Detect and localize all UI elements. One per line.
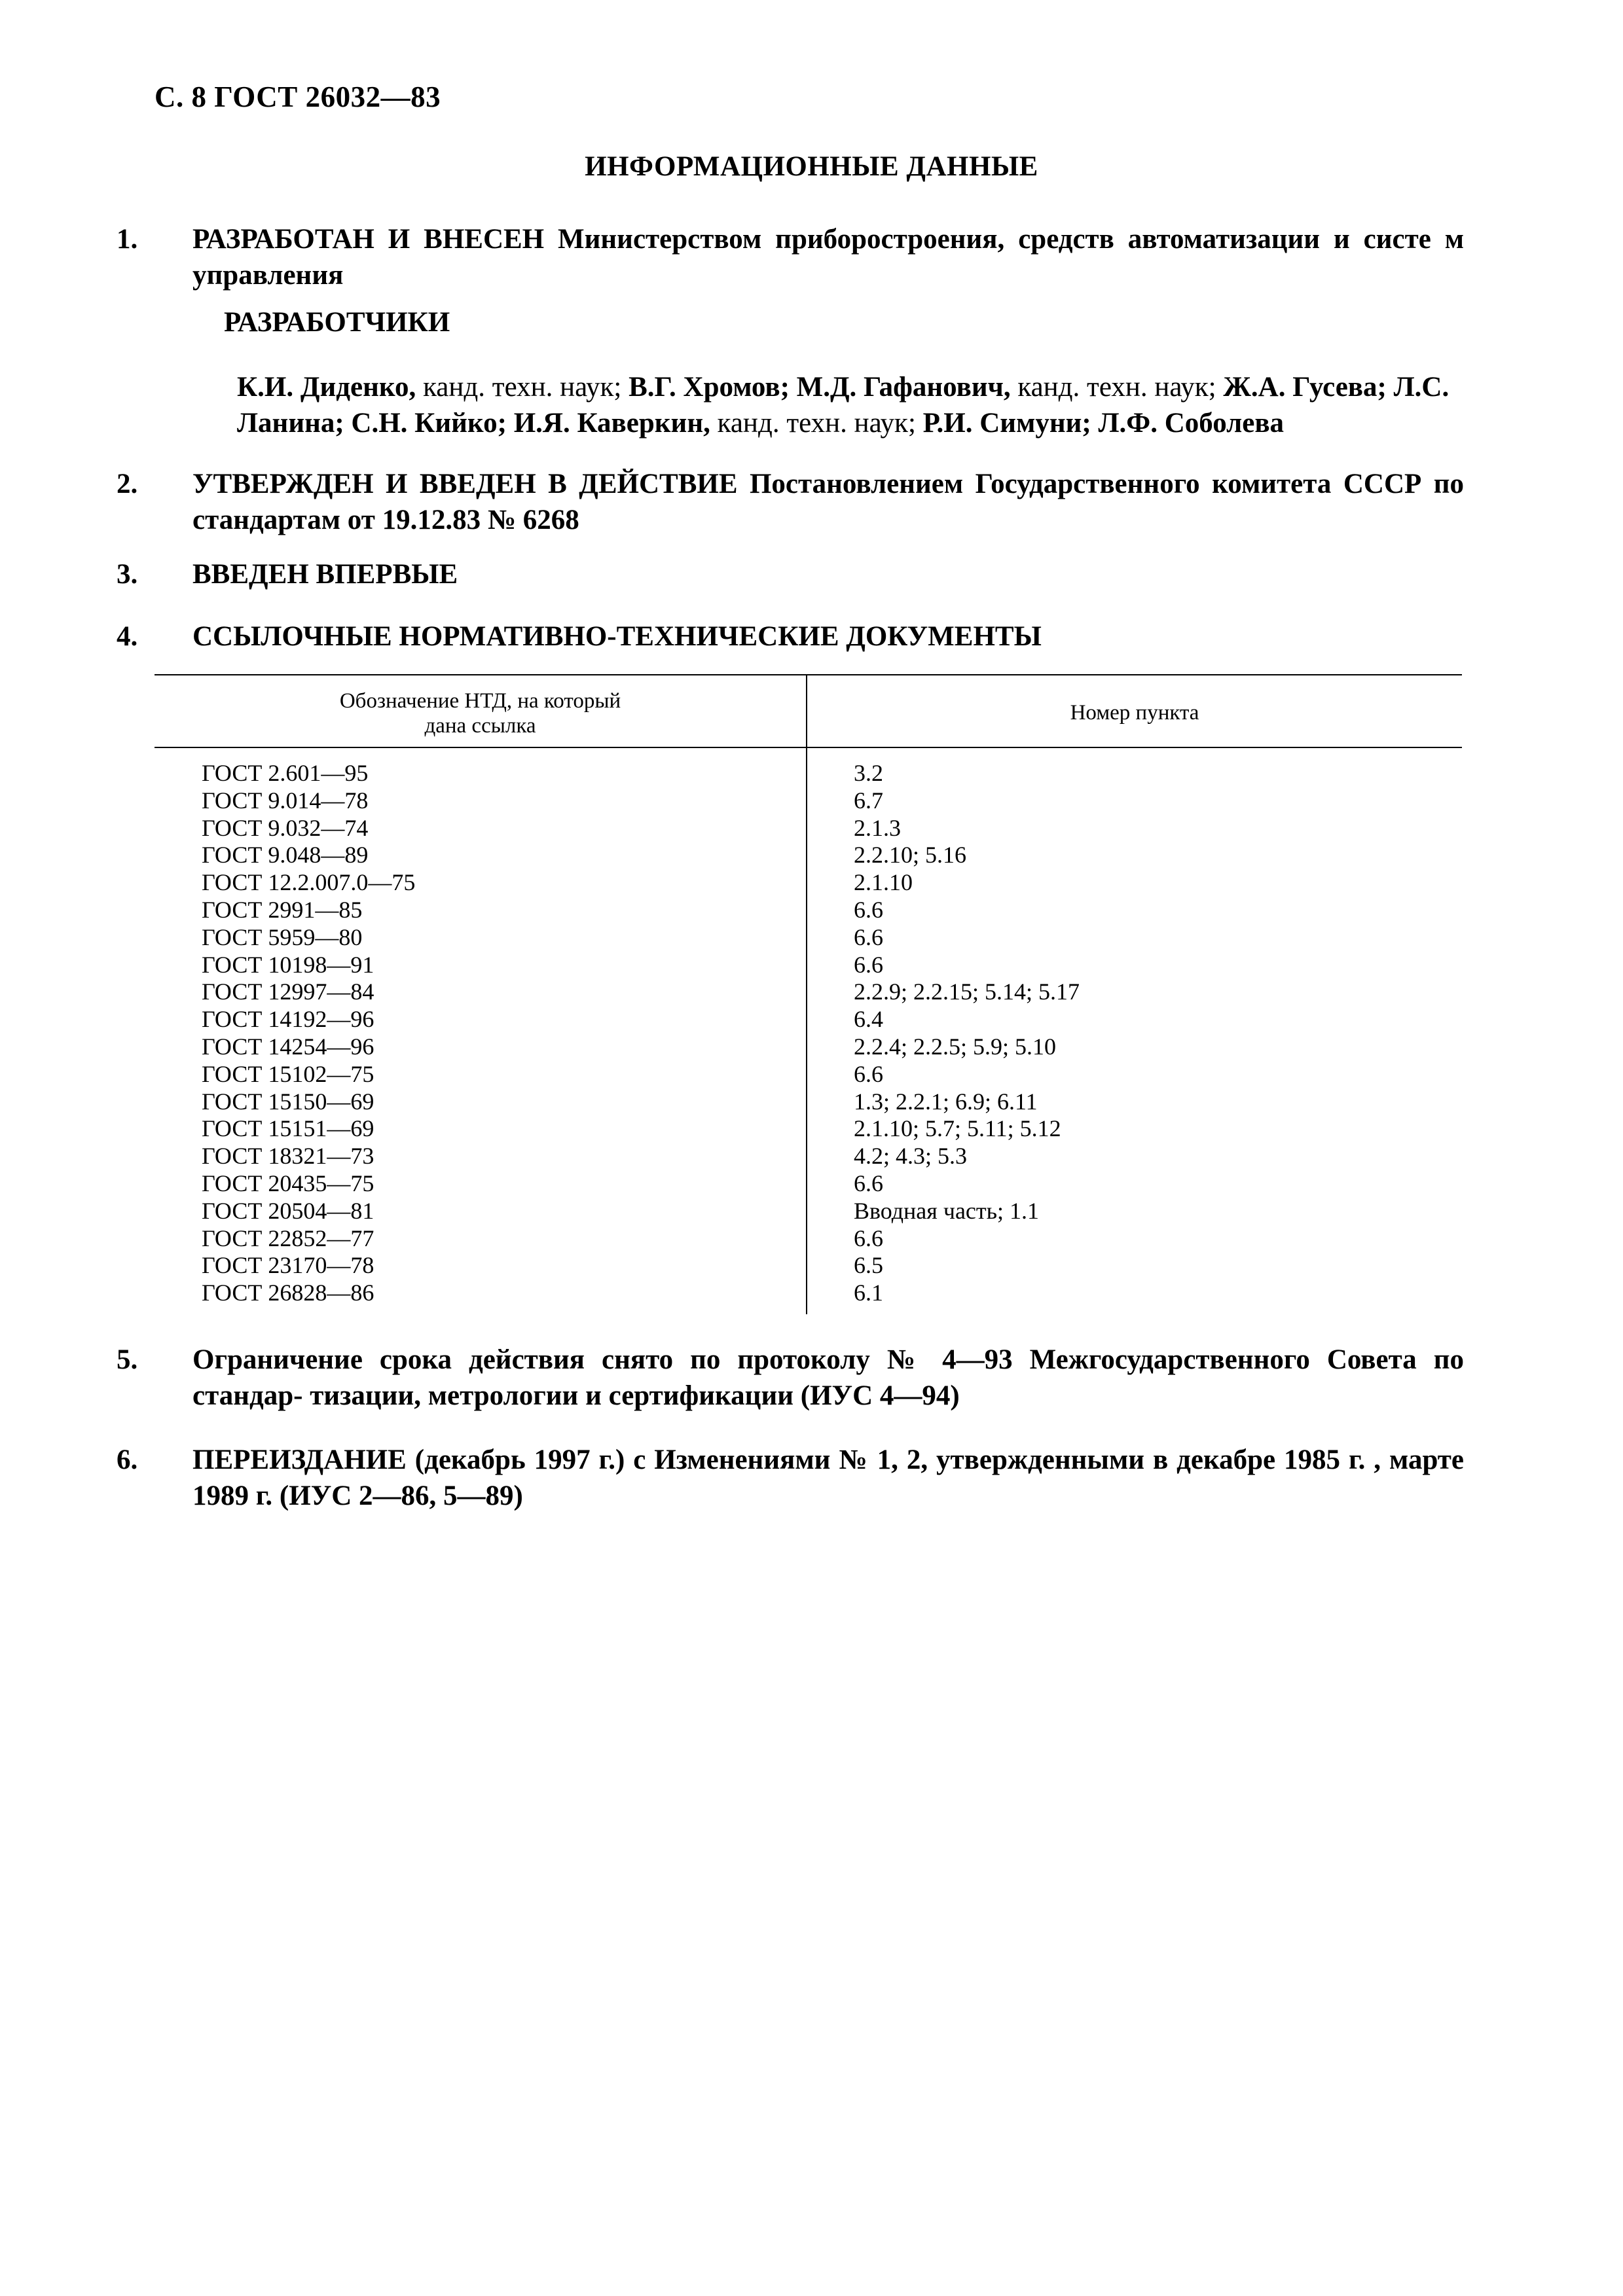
developer-names-3: Ж.А. Гусева; Л.С. Ланина; С.Н. Кийко; И.Я. Каверкин, bbox=[237, 372, 1450, 439]
item-3 bbox=[117, 556, 1464, 592]
designation-cell: ГОСТ 12.2.007.0—75 bbox=[202, 869, 416, 896]
item-3-number: 3. bbox=[117, 559, 138, 590]
clause-cell: 2.2.4; 2.2.5; 5.9; 5.10 bbox=[854, 1033, 1057, 1060]
item-1 bbox=[117, 221, 1465, 293]
references-table bbox=[155, 674, 1462, 1316]
item-2-text: Постановлением Государственного комитета СССР по стандартам от 19.12.83 № 6268 bbox=[192, 469, 1464, 535]
item-2 bbox=[117, 466, 1464, 538]
table-row bbox=[155, 897, 1462, 924]
clause-cell: 6.4 bbox=[854, 1006, 883, 1033]
designation-cell: ГОСТ 23170—78 bbox=[202, 1252, 374, 1279]
table-row bbox=[155, 952, 1462, 979]
table-row bbox=[155, 1225, 1462, 1253]
table-row bbox=[155, 978, 1462, 1006]
developers-list bbox=[237, 369, 1463, 441]
header-designation-line2: дана ссылка bbox=[424, 714, 536, 738]
table-row bbox=[155, 1280, 1462, 1307]
table-top-rule bbox=[155, 674, 1462, 675]
developers-heading: РАЗРАБОТЧИКИ bbox=[224, 307, 450, 338]
designation-cell: ГОСТ 18321—73 bbox=[202, 1143, 374, 1170]
designation-cell: ГОСТ 5959—80 bbox=[202, 924, 363, 950]
designation-cell: ГОСТ 20504—81 bbox=[202, 1197, 374, 1224]
table-row bbox=[155, 1198, 1462, 1225]
clause-cell: 6.6 bbox=[854, 896, 883, 923]
developer-title-1: канд. техн. наук; bbox=[423, 372, 622, 403]
developer-title-3: канд. техн. наук; bbox=[717, 408, 916, 439]
item-6-number: 6. bbox=[117, 1444, 138, 1475]
item-3-lead: ВВЕДЕН ВПЕРВЫЕ bbox=[192, 559, 458, 590]
clause-cell: 6.6 bbox=[854, 1225, 883, 1251]
item-4 bbox=[117, 619, 1464, 655]
designation-cell: ГОСТ 20435—75 bbox=[202, 1170, 374, 1196]
item-1-text: Министерством приборостроения, средств автоматизации и систе м управления bbox=[192, 224, 1465, 291]
table-row bbox=[155, 924, 1462, 952]
table-header-designation bbox=[155, 689, 806, 738]
item-5-text: Ограничение срока действия снято по протоколу № 4—93 Межгосударственного Совета по стандар- тизации, метрологии и сертификации (ИУС 4—94) bbox=[192, 1344, 1464, 1411]
item-5-number: 5. bbox=[117, 1344, 138, 1375]
table-row bbox=[155, 1006, 1462, 1033]
table-header-rule bbox=[155, 747, 1462, 748]
table-row bbox=[155, 815, 1462, 842]
designation-cell: ГОСТ 9.032—74 bbox=[202, 814, 369, 841]
clause-cell: 6.6 bbox=[854, 1170, 883, 1196]
clause-cell: 2.1.3 bbox=[854, 814, 901, 841]
clause-cell: 2.1.10; 5.7; 5.11; 5.12 bbox=[854, 1115, 1061, 1142]
table-row bbox=[155, 1061, 1462, 1088]
table-row bbox=[155, 1115, 1462, 1143]
clause-cell: 6.7 bbox=[854, 787, 883, 814]
item-4-number: 4. bbox=[117, 621, 138, 652]
developer-title-2: канд. техн. наук; bbox=[1017, 372, 1216, 403]
table-row bbox=[155, 1143, 1462, 1170]
developer-names-4: Р.И. Симуни; Л.Ф. Соболева bbox=[922, 408, 1285, 439]
clause-cell: 2.1.10 bbox=[854, 869, 913, 896]
table-row bbox=[155, 1170, 1462, 1198]
table-row bbox=[155, 1033, 1462, 1061]
designation-cell: ГОСТ 2991—85 bbox=[202, 896, 363, 923]
clause-cell: 1.3; 2.2.1; 6.9; 6.11 bbox=[854, 1088, 1038, 1115]
designation-cell: ГОСТ 14192—96 bbox=[202, 1006, 374, 1033]
table-row bbox=[155, 869, 1462, 897]
designation-cell: ГОСТ 15151—69 bbox=[202, 1115, 374, 1142]
clause-cell: 3.2 bbox=[854, 760, 883, 786]
item-2-lead: УТВЕРЖДЕН И ВВЕДЕН В ДЕЙСТВИЕ bbox=[192, 469, 738, 499]
clause-cell: 6.6 bbox=[854, 951, 883, 978]
item-2-number: 2. bbox=[117, 469, 138, 499]
clause-cell: 4.2; 4.3; 5.3 bbox=[854, 1143, 968, 1170]
item-4-lead: ССЫЛОЧНЫЕ НОРМАТИВНО-ТЕХНИЧЕСКИЕ ДОКУМЕНТЫ bbox=[192, 621, 1042, 652]
item-1-lead: РАЗРАБОТАН И ВНЕСЕН bbox=[192, 224, 545, 255]
designation-cell: ГОСТ 9.048—89 bbox=[202, 842, 369, 869]
clause-cell: 2.2.10; 5.16 bbox=[854, 842, 967, 869]
designation-cell: ГОСТ 2.601—95 bbox=[202, 760, 369, 786]
designation-cell: ГОСТ 26828—86 bbox=[202, 1280, 374, 1306]
item-6-lead: ПЕРЕИЗДАНИЕ bbox=[192, 1444, 407, 1475]
developer-names-2: В.Г. Хромов; М.Д. Гафанович, bbox=[629, 372, 1011, 403]
designation-cell: ГОСТ 10198—91 bbox=[202, 951, 374, 978]
table-body bbox=[155, 760, 1462, 1307]
table-row bbox=[155, 1252, 1462, 1280]
table-row bbox=[155, 1088, 1462, 1116]
clause-cell: 6.6 bbox=[854, 924, 883, 950]
designation-cell: ГОСТ 12997—84 bbox=[202, 978, 374, 1005]
item-6 bbox=[117, 1442, 1465, 1514]
clause-cell: 6.1 bbox=[854, 1280, 883, 1306]
item-5 bbox=[117, 1342, 1464, 1414]
clause-cell: Вводная часть; 1.1 bbox=[854, 1197, 1040, 1224]
table-header-clause: Номер пункта bbox=[1070, 701, 1199, 725]
item-6-text: (декабрь 1997 г.) с Изменениями № 1, 2, утвержденными в декабре 1985 г. , марте 1989 г. (ИУС 2—86, 5—89) bbox=[192, 1444, 1465, 1511]
page-title: ИНФОРМАЦИОННЫЕ ДАННЫЕ bbox=[585, 151, 1038, 182]
clause-cell: 6.6 bbox=[854, 1060, 883, 1087]
designation-cell: ГОСТ 14254—96 bbox=[202, 1033, 374, 1060]
item-1-number: 1. bbox=[117, 224, 138, 255]
clause-cell: 6.5 bbox=[854, 1252, 883, 1279]
designation-cell: ГОСТ 22852—77 bbox=[202, 1225, 374, 1251]
clause-cell: 2.2.9; 2.2.15; 5.14; 5.17 bbox=[854, 978, 1080, 1005]
table-row bbox=[155, 760, 1462, 787]
designation-cell: ГОСТ 9.014—78 bbox=[202, 787, 369, 814]
page-header: С. 8 ГОСТ 26032—83 bbox=[155, 81, 441, 113]
developer-names-1: К.И. Диденко, bbox=[237, 372, 416, 403]
designation-cell: ГОСТ 15150—69 bbox=[202, 1088, 374, 1115]
table-row bbox=[155, 842, 1462, 869]
designation-cell: ГОСТ 15102—75 bbox=[202, 1060, 374, 1087]
table-row bbox=[155, 787, 1462, 815]
header-designation-line1: Обозначение НТД, на который bbox=[339, 689, 621, 713]
